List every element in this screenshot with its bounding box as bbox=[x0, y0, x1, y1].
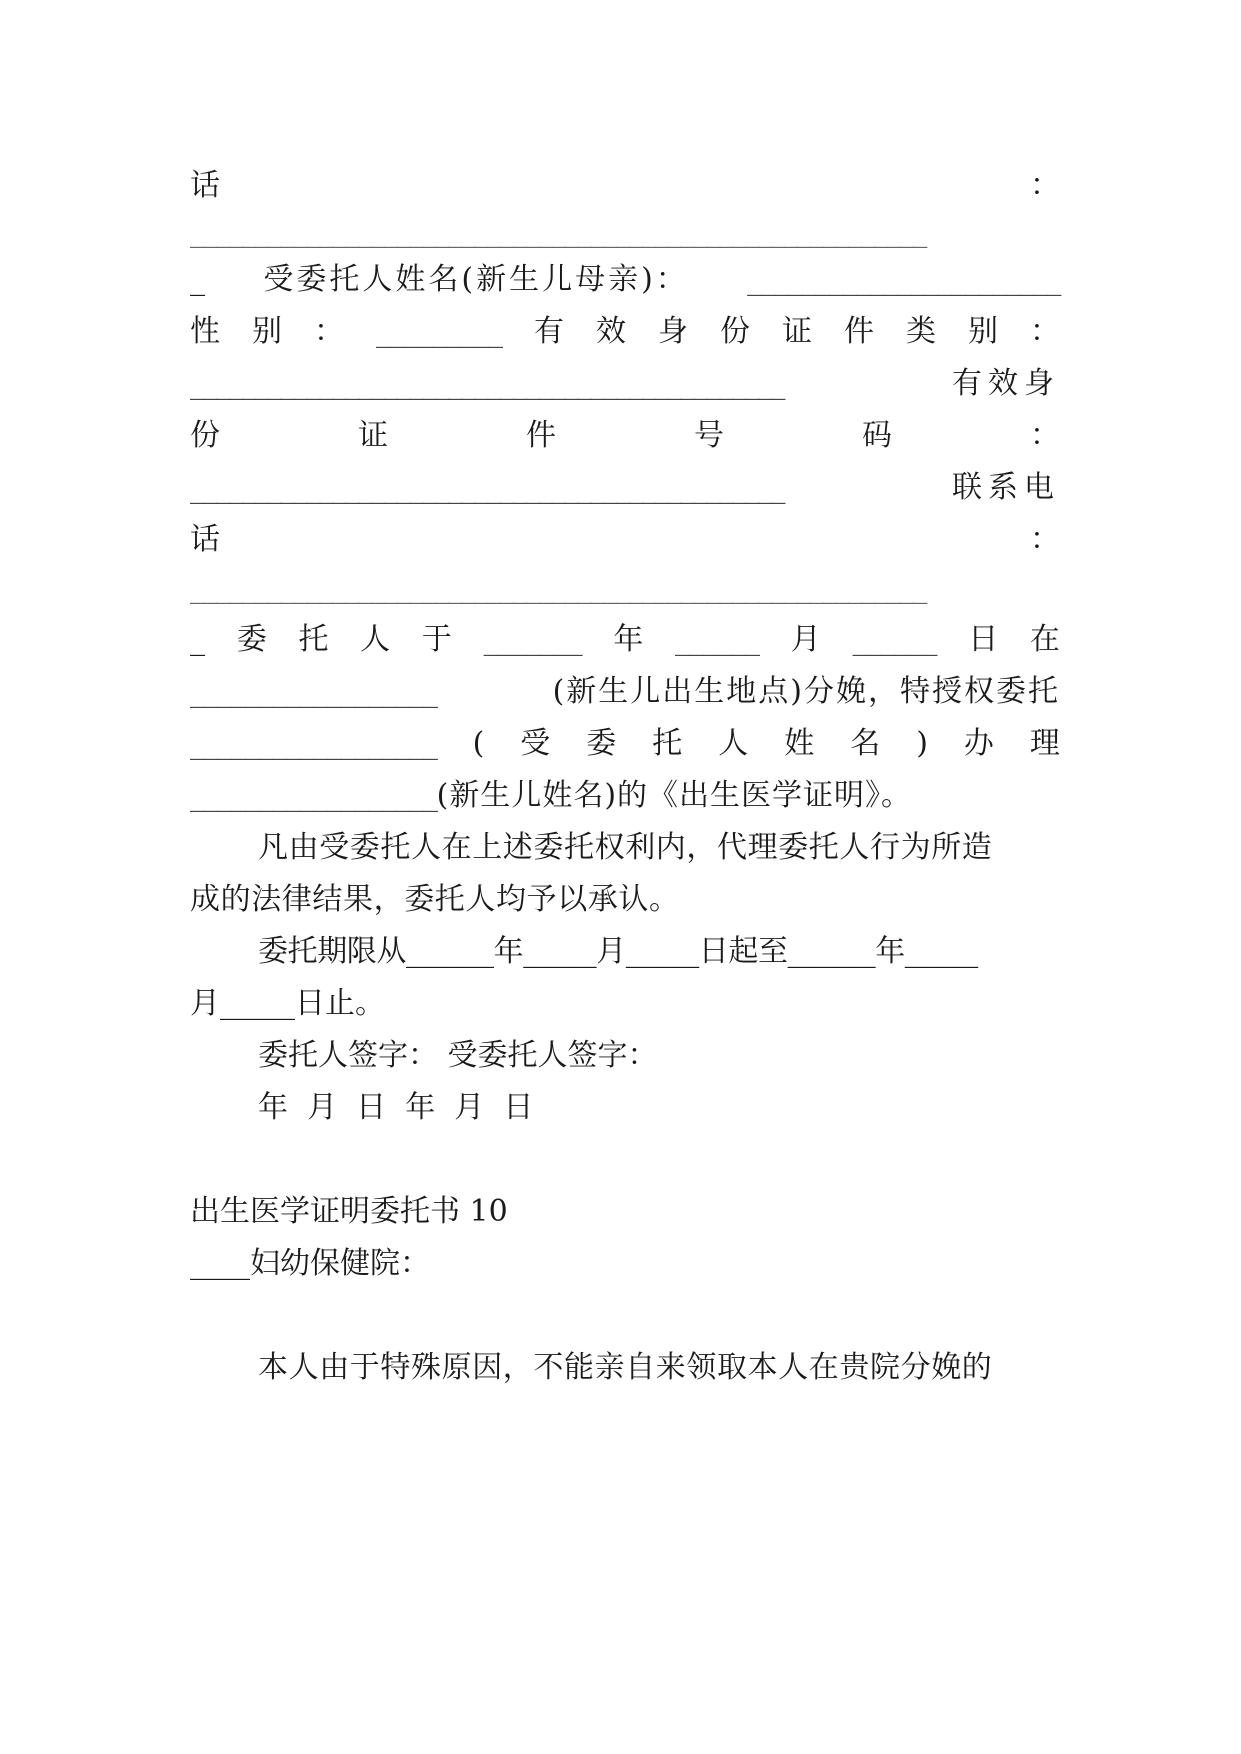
id-number-label-start: 有效身 bbox=[952, 366, 1060, 401]
text-char: 人 bbox=[360, 622, 391, 657]
birth-place-blank: __________________ bbox=[190, 674, 437, 709]
label-char: 件 bbox=[844, 314, 874, 349]
term-line: 委托期限从______年_____月_____日起至______年_____ bbox=[258, 934, 978, 969]
phone-blank-line bbox=[190, 210, 1060, 254]
text-char: 受 bbox=[520, 726, 551, 761]
label-char: 号 bbox=[694, 418, 724, 453]
label-char: 效 bbox=[596, 314, 626, 349]
newborn-name-line bbox=[190, 774, 1060, 818]
trustee-handle-line bbox=[190, 722, 1060, 766]
label-char: 码 bbox=[862, 418, 892, 453]
text-char: 办 bbox=[963, 726, 994, 761]
id-number-blank-line bbox=[190, 466, 1060, 510]
year-blank: _______ bbox=[483, 622, 582, 657]
label-char: 身 bbox=[658, 314, 688, 349]
colon: ： bbox=[1030, 168, 1060, 203]
paragraph-line: 凡由受委托人在上述委托权利内，代理委托人行为所造 bbox=[258, 830, 993, 865]
colon: ： bbox=[1030, 314, 1060, 349]
newborn-name-blank: __________________ bbox=[190, 778, 437, 813]
phone-label-line-2 bbox=[190, 518, 1060, 562]
text-char: ( bbox=[472, 726, 485, 761]
colon: ： bbox=[1030, 418, 1060, 453]
text-char: 在 bbox=[1029, 622, 1060, 657]
text-char: 委 bbox=[236, 622, 267, 657]
text-char: 托 bbox=[652, 726, 683, 761]
month-label: 月 bbox=[790, 622, 821, 657]
phone-label-line bbox=[190, 164, 1060, 208]
label-char: 类 bbox=[906, 314, 936, 349]
term-line-end: 月_____日止。 bbox=[190, 986, 385, 1021]
birth-place-line bbox=[190, 670, 1060, 714]
colon: ： bbox=[314, 314, 344, 349]
label-char: 份 bbox=[190, 418, 220, 453]
signature-line: 委托人签字： 受委托人签字： bbox=[258, 1038, 658, 1073]
phone-label-char: 话 bbox=[190, 168, 220, 203]
month-blank: ______ bbox=[675, 622, 760, 657]
day-blank: ______ bbox=[852, 622, 937, 657]
hospital-address-line: ____妇幼保健院： bbox=[190, 1246, 430, 1281]
label-char: 别 bbox=[252, 314, 282, 349]
text-char: 姓 bbox=[784, 726, 815, 761]
paragraph-line: 成的法律结果，委托人均予以承认。 bbox=[190, 882, 680, 917]
phone-label-char: 话 bbox=[190, 522, 220, 557]
colon: ： bbox=[1030, 522, 1060, 557]
trustee-name-blank: __________________ bbox=[190, 726, 437, 761]
trustee-name-label: 受委托人姓名(新生儿母亲)： bbox=[263, 262, 689, 297]
phone-blank-line-2 bbox=[190, 566, 1060, 610]
birth-place-text: (新生儿出生地点)分娩，特授权委托 bbox=[552, 674, 1060, 709]
paragraph-line: 本人由于特殊原因，不能亲自来领取本人在贵院分娩的 bbox=[258, 1350, 993, 1385]
phone-label-start: 联系电 bbox=[952, 470, 1060, 505]
id-type-blank-line bbox=[190, 362, 1060, 406]
label-char: 性 bbox=[190, 314, 220, 349]
label-char: 件 bbox=[526, 418, 556, 453]
day-label: 日 bbox=[968, 622, 999, 657]
trustee-name-line bbox=[190, 258, 1060, 302]
gender-blank: _________ bbox=[376, 314, 502, 349]
blank-underline: _ bbox=[190, 622, 205, 657]
text-char: 人 bbox=[718, 726, 749, 761]
blank-underline: _________________________________________________________ bbox=[190, 214, 926, 249]
gender-id-type-line bbox=[190, 310, 1060, 354]
blank-underline: _ bbox=[190, 262, 205, 297]
label-char: 证 bbox=[782, 314, 812, 349]
label-char: 证 bbox=[358, 418, 388, 453]
blank-underline: _________________________________________________________ bbox=[190, 570, 926, 605]
text-char: 托 bbox=[298, 622, 329, 657]
id-number-label-line bbox=[190, 414, 1060, 458]
id-type-blank: ______________________________________________ bbox=[190, 366, 784, 401]
text-char: 于 bbox=[421, 622, 452, 657]
text-char: 理 bbox=[1029, 726, 1060, 761]
text-char: ) bbox=[916, 726, 928, 761]
trustee-name-blank: _______________________ bbox=[747, 262, 1060, 297]
label-char: 有 bbox=[534, 314, 564, 349]
label-char: 份 bbox=[720, 314, 750, 349]
id-number-blank: ______________________________________________ bbox=[190, 470, 784, 505]
text-char: 名 bbox=[850, 726, 881, 761]
birth-date-line bbox=[190, 618, 1060, 662]
section-title: 出生医学证明委托书 10 bbox=[190, 1194, 508, 1229]
date-line: 年 月 日 年 月 日 bbox=[258, 1090, 534, 1125]
newborn-name-text: (新生儿姓名)的《出生医学证明》。 bbox=[436, 778, 913, 813]
year-label: 年 bbox=[613, 622, 644, 657]
text-char: 委 bbox=[586, 726, 617, 761]
label-char: 别 bbox=[968, 314, 998, 349]
